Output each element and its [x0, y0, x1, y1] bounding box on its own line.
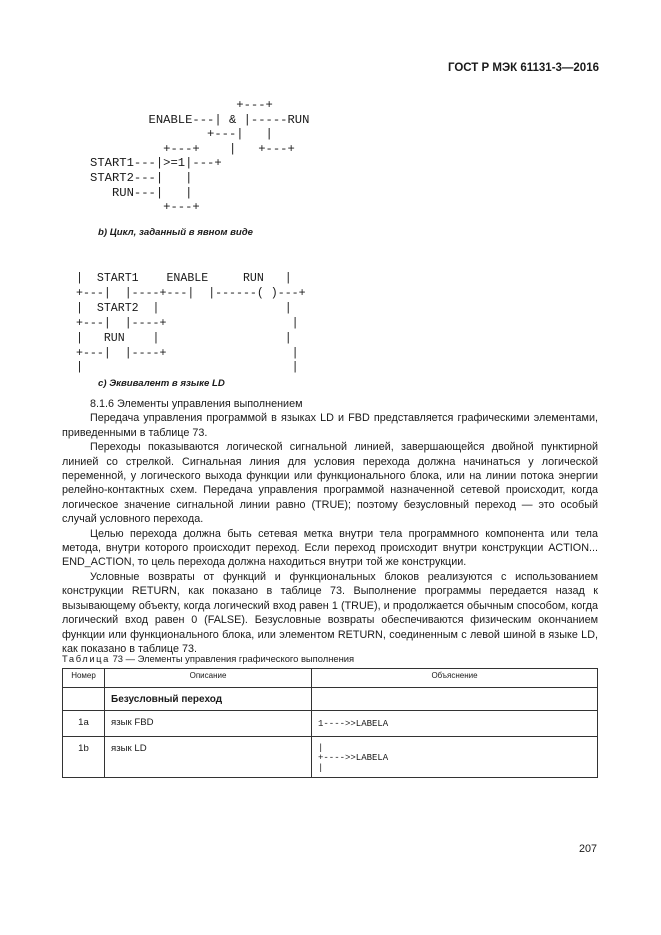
caption-b: b) Цикл, заданный в явном виде	[98, 227, 254, 238]
table-title-word: Таблица	[62, 653, 110, 664]
table-title	[62, 653, 354, 664]
table-title-rest: 73 — Элементы управления графического выполнения	[112, 653, 355, 664]
row-number: 1a	[63, 711, 105, 737]
table-row	[63, 711, 598, 737]
caption-c: c) Эквивалент в языке LD	[98, 378, 225, 389]
row-description: язык LD	[105, 737, 312, 778]
table-header-row	[63, 669, 598, 688]
row-number: 1b	[63, 737, 105, 778]
header-number: Номер	[63, 669, 105, 688]
paragraph-2: Переходы показываются логической сигнальной линией, завершающейся двойной пунктирной линией со стрелкой. Сигнальная линия для условия перехода должна начинаться у логической переменной, у логического выхода функции или функционального блока, или на линии потока энергии релейно-контактных схем. Передача управления программой назначенной сетевой происходит, когда логическое значение сигнальной линии равно (TRUE); поэтому безусловный переход — это особый случай условного перехода.	[62, 441, 598, 526]
standard-header: ГОСТ Р МЭК 61131-3—2016	[447, 62, 599, 74]
row-description: язык FBD	[105, 711, 312, 737]
header-explanation: Объяснение	[312, 669, 598, 688]
paragraph-4: Условные возвраты от функций и функциональных блоков реализуются с использованием конструкции RETURN, как показано в таблице 73. Выполнение программы передается назад к вызывающему объекту, когда логический вход равен 1 (TRUE), и продолжается обычным способом, когда логический вход равен 0 (FALSE). Безусловные возвраты обеспечиваются физическим окончанием функции или функционального блока, или элементом RETURN, соединенным с левой шиной в языке LD, как показано в таблице 73.	[62, 570, 598, 655]
section-heading: 8.1.6 Элементы управления выполнением	[90, 398, 303, 410]
table-row	[63, 737, 598, 778]
row-explanation: | +---->>LABELA |	[312, 737, 598, 778]
table-section-row	[63, 688, 598, 711]
control-elements-table	[62, 668, 598, 778]
page-number: 207	[578, 843, 597, 855]
ld-diagram: | START1 ENABLE RUN | +---| |----+---| |------( )---+ | START2 | | +---| |----+ | | RUN | | +---| |----+ | | |	[76, 272, 306, 375]
paragraph-1: Передача управления программой в языках LD и FBD представляется графическими элементами, приведенными в таблице 73.	[62, 412, 598, 439]
section-title: Безусловный переход	[105, 688, 312, 711]
header-description: Описание	[105, 669, 312, 688]
fbd-diagram: +---+ ENABLE---| & |-----RUN +---| | +---+ | +---+ START1---|>=1|---+ START2---| | RUN---| | +---+	[90, 98, 310, 215]
body-text	[62, 397, 598, 656]
row-explanation: 1---->>LABELA	[312, 711, 598, 737]
paragraph-3: Целью перехода должна быть сетевая метка внутри тела программного компонента или тела метода, внутри которого происходит переход. Если переход происходит внутри конструкции ACTION... END_ACTION, то цель перехода должна находиться внутри той же конструкции.	[62, 527, 598, 569]
